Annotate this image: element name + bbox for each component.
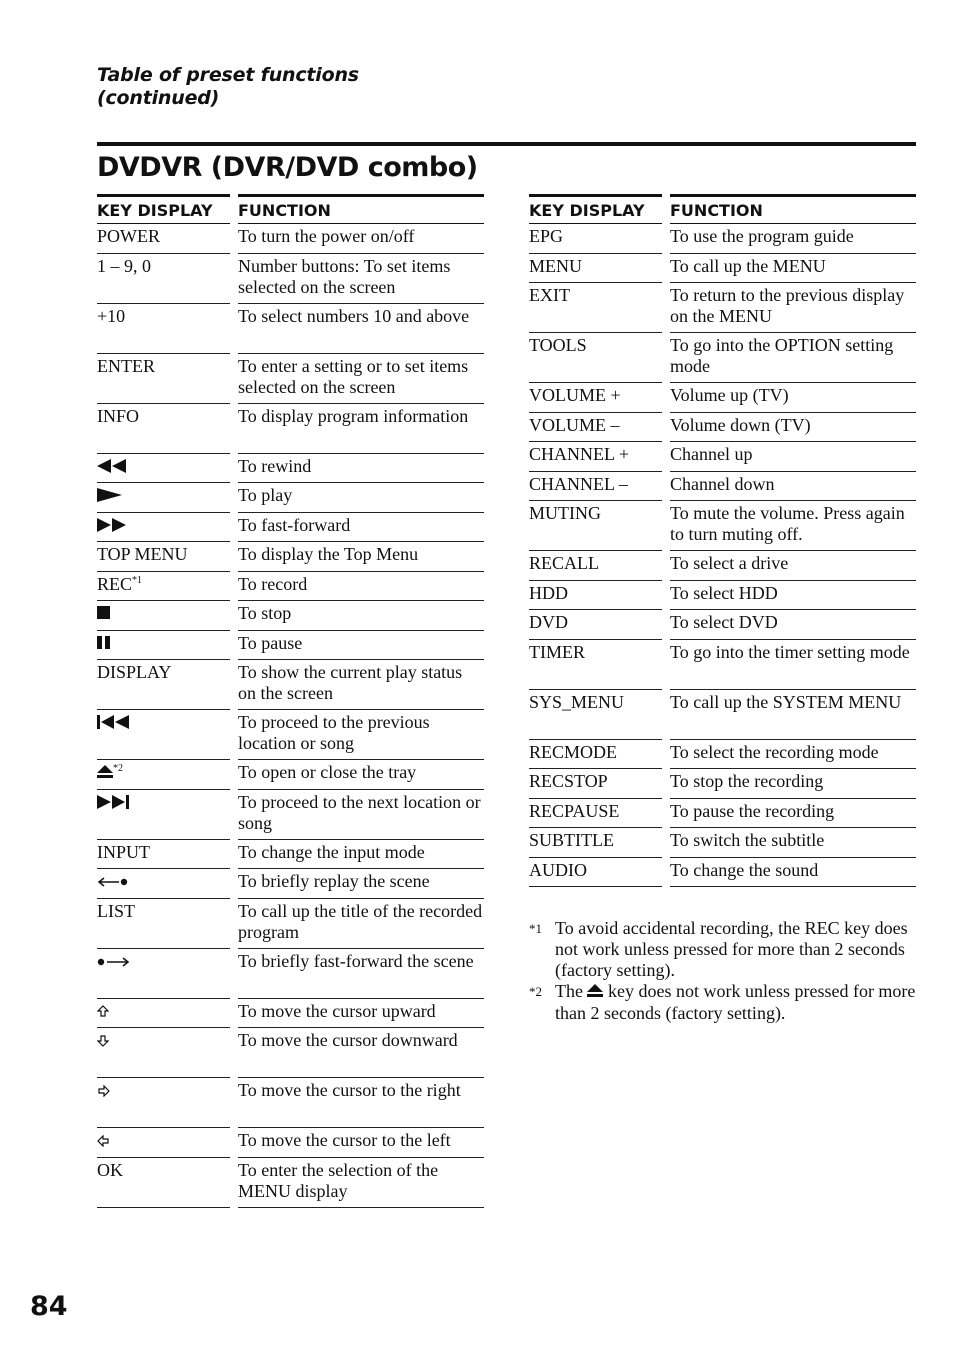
table-row — [529, 333, 916, 383]
pause-icon — [97, 634, 111, 655]
rewind-icon — [97, 457, 127, 478]
key-display-cell — [97, 710, 230, 760]
table-row — [97, 354, 484, 404]
table-row — [529, 472, 916, 502]
key-display-cell — [97, 224, 230, 254]
key-display-cell — [97, 454, 230, 484]
key-label: VOLUME + — [529, 385, 621, 405]
key-display-cell — [97, 1128, 230, 1158]
key-label: RECSTOP — [529, 771, 608, 791]
key-label: RECALL — [529, 553, 599, 573]
key-label: MUTING — [529, 503, 601, 523]
function-cell: To call up the title of the recorded program — [238, 899, 484, 949]
key-display-cell — [529, 690, 662, 740]
key-label: INPUT — [97, 841, 150, 862]
function-cell: To move the cursor downward — [238, 1028, 484, 1078]
table-row — [529, 442, 916, 472]
key-label: POWER — [97, 226, 160, 246]
key-label: ENTER — [97, 355, 155, 376]
key-display-cell — [97, 1078, 230, 1128]
key-display-cell — [529, 333, 662, 383]
table-header-row — [529, 194, 916, 224]
key-display-cell — [97, 354, 230, 404]
function-cell: To play — [238, 483, 484, 513]
table-row — [97, 949, 484, 999]
key-display-cell — [97, 760, 230, 790]
table-row — [529, 799, 916, 829]
key-display-cell — [97, 899, 230, 949]
key-display-cell — [529, 740, 662, 770]
table-row — [529, 690, 916, 740]
left-function-table — [97, 194, 484, 1208]
table-row — [97, 999, 484, 1029]
footnote — [529, 918, 919, 981]
key-display-cell — [529, 610, 662, 640]
table-row — [529, 581, 916, 611]
table-row — [97, 1128, 484, 1158]
function-cell: To proceed to the previous location or song — [238, 710, 484, 760]
function-cell: To go into the timer setting mode — [670, 640, 916, 690]
function-cell: To change the input mode — [238, 840, 484, 870]
key-display-cell — [529, 551, 662, 581]
key-label: DVD — [529, 612, 568, 632]
footnote-text — [555, 918, 919, 981]
title-rule — [97, 142, 916, 146]
function-cell: To call up the MENU — [670, 254, 916, 284]
key-label: RECPAUSE — [529, 800, 620, 821]
table-row — [97, 601, 484, 631]
key-label: OK — [97, 1159, 123, 1180]
function-cell: To stop the recording — [670, 769, 916, 799]
key-label: AUDIO — [529, 859, 587, 880]
table-row — [97, 454, 484, 484]
footnote-text-part: The — [555, 981, 583, 1001]
table-row — [97, 840, 484, 870]
key-display-cell — [97, 513, 230, 543]
function-cell: Volume up (TV) — [670, 383, 916, 413]
table-row — [97, 760, 484, 790]
function-cell: To go into the OPTION setting mode — [670, 333, 916, 383]
table-row — [97, 513, 484, 543]
function-cell: To switch the subtitle — [670, 828, 916, 858]
table-row — [97, 1158, 484, 1208]
key-display-cell — [97, 483, 230, 513]
function-cell: To move the cursor upward — [238, 999, 484, 1029]
function-cell: To select DVD — [670, 610, 916, 640]
function-cell: To stop — [238, 601, 484, 631]
table-header-row — [97, 194, 484, 224]
key-display-cell — [529, 472, 662, 502]
eject-icon — [587, 982, 603, 1003]
table-row — [97, 869, 484, 899]
key-label: 1 – 9, 0 — [97, 255, 151, 276]
key-label: TIMER — [529, 641, 585, 662]
footnote-marker: *1 — [132, 574, 143, 586]
footnote-text-part: To avoid accidental recording, the REC key does not work unless pressed for more than 2 seconds (factory setting). — [555, 918, 908, 980]
function-cell: To call up the SYSTEM MENU — [670, 690, 916, 740]
key-display-header: KEY DISPLAY — [97, 194, 230, 224]
key-display-cell — [97, 404, 230, 454]
arrow-right-icon — [97, 1081, 110, 1102]
table-row — [529, 858, 916, 888]
section-subtitle — [97, 64, 497, 110]
function-cell: Number buttons: To set items selected on the screen — [238, 254, 484, 304]
key-display-cell — [97, 254, 230, 304]
key-display-cell — [529, 413, 662, 443]
function-cell: To open or close the tray — [238, 760, 484, 790]
key-display-cell — [529, 383, 662, 413]
function-cell: Channel down — [670, 472, 916, 502]
key-display-cell — [97, 542, 230, 572]
function-cell: To fast-forward — [238, 513, 484, 543]
key-label: TOOLS — [529, 335, 587, 355]
key-display-cell — [97, 631, 230, 661]
key-display-cell — [97, 572, 230, 602]
key-label: CHANNEL – — [529, 473, 628, 494]
function-cell: To rewind — [238, 454, 484, 484]
key-display-cell — [97, 660, 230, 710]
subtitle-line-1: Table of preset functions — [97, 64, 359, 86]
key-display-cell — [97, 869, 230, 899]
key-label: SYS_MENU — [529, 691, 625, 712]
play-icon — [97, 486, 123, 507]
function-cell: To briefly fast-forward the scene — [238, 949, 484, 999]
page-number: 84 — [30, 1291, 68, 1322]
footnotes — [529, 918, 919, 1024]
stop-icon — [97, 604, 111, 625]
key-display-cell — [97, 1028, 230, 1078]
key-label: TOP MENU — [97, 544, 188, 564]
key-label: VOLUME – — [529, 414, 620, 435]
key-display-cell — [529, 799, 662, 829]
key-display-cell — [97, 601, 230, 631]
key-display-cell — [529, 224, 662, 254]
key-label: INFO — [97, 405, 140, 426]
table-row — [529, 828, 916, 858]
key-label: CHANNEL + — [529, 444, 629, 464]
table-row — [97, 660, 484, 710]
footnote-mark: *2 — [529, 984, 542, 999]
footnote-mark: *1 — [529, 921, 542, 936]
key-display-cell — [529, 283, 662, 333]
function-cell: To show the current play status on the screen — [238, 660, 484, 710]
function-cell: To select a drive — [670, 551, 916, 581]
function-cell: To mute the volume. Press again to turn muting off. — [670, 501, 916, 551]
page-title: DVDVR (DVR/DVD combo) — [97, 152, 478, 183]
table-row — [97, 254, 484, 304]
table-row — [529, 283, 916, 333]
function-cell: To briefly replay the scene — [238, 869, 484, 899]
function-cell: To select the recording mode — [670, 740, 916, 770]
right-function-table — [529, 194, 916, 887]
table-row — [529, 224, 916, 254]
footnote-marker: *2 — [113, 763, 123, 774]
subtitle-line-2: (continued) — [97, 87, 220, 109]
footnote-text — [555, 981, 919, 1024]
key-display-cell — [97, 1158, 230, 1208]
key-display-cell — [97, 999, 230, 1029]
function-cell: To return to the previous display on the MENU — [670, 283, 916, 333]
table-row — [529, 610, 916, 640]
function-cell: To select numbers 10 and above — [238, 304, 484, 354]
key-label: +10 — [97, 305, 126, 326]
key-label: EPG — [529, 226, 564, 246]
table-row — [529, 413, 916, 443]
key-display-cell — [529, 640, 662, 690]
advance-icon — [97, 952, 131, 973]
function-cell: Channel up — [670, 442, 916, 472]
key-display-cell — [529, 828, 662, 858]
key-label: SUBTITLE — [529, 830, 614, 850]
previous-icon — [97, 713, 131, 734]
function-cell: To select HDD — [670, 581, 916, 611]
table-row — [97, 483, 484, 513]
key-display-cell — [97, 790, 230, 840]
arrow-down-icon — [97, 1031, 109, 1052]
eject-icon — [97, 763, 113, 784]
key-label: RECMODE — [529, 741, 618, 762]
next-icon — [97, 793, 131, 814]
function-cell: To display program information — [238, 404, 484, 454]
table-row — [97, 1028, 484, 1078]
table-row — [529, 501, 916, 551]
key-display-cell — [97, 840, 230, 870]
function-header: FUNCTION — [670, 194, 916, 224]
function-cell: To enter a setting or to set items selected on the screen — [238, 354, 484, 404]
table-row — [97, 404, 484, 454]
table-row — [97, 790, 484, 840]
key-display-header: KEY DISPLAY — [529, 194, 662, 224]
table-row — [97, 710, 484, 760]
key-display-cell — [529, 858, 662, 888]
key-display-cell — [529, 581, 662, 611]
table-row — [97, 572, 484, 602]
key-label: REC — [97, 573, 133, 594]
arrow-up-icon — [97, 1002, 109, 1023]
table-row — [97, 304, 484, 354]
table-row — [97, 224, 484, 254]
table-row — [529, 383, 916, 413]
key-display-cell — [97, 304, 230, 354]
function-cell: To use the program guide — [670, 224, 916, 254]
key-label: LIST — [97, 900, 135, 921]
table-row — [529, 640, 916, 690]
table-row — [529, 551, 916, 581]
function-cell: To change the sound — [670, 858, 916, 888]
key-display-cell — [529, 769, 662, 799]
table-row — [529, 740, 916, 770]
fast-forward-icon — [97, 516, 127, 537]
table-row — [97, 899, 484, 949]
key-label: HDD — [529, 582, 568, 603]
function-cell: To pause the recording — [670, 799, 916, 829]
function-cell: To proceed to the next location or song — [238, 790, 484, 840]
function-cell: To enter the selection of the MENU display — [238, 1158, 484, 1208]
key-display-cell — [97, 949, 230, 999]
footnote — [529, 981, 919, 1024]
function-header: FUNCTION — [238, 194, 484, 224]
function-cell: To display the Top Menu — [238, 542, 484, 572]
table-row — [529, 769, 916, 799]
footnote-text-part: key does not work unless pressed for more than 2 seconds (factory setting). — [555, 981, 916, 1024]
key-display-cell — [529, 254, 662, 284]
key-label: MENU — [529, 255, 582, 276]
table-row — [97, 1078, 484, 1128]
table-row — [529, 254, 916, 284]
table-row — [97, 631, 484, 661]
key-label: EXIT — [529, 285, 570, 305]
table-row — [97, 542, 484, 572]
key-display-cell — [529, 442, 662, 472]
arrow-left-icon — [97, 1131, 110, 1152]
function-cell: To move the cursor to the left — [238, 1128, 484, 1158]
replay-icon — [97, 872, 129, 893]
function-cell: To move the cursor to the right — [238, 1078, 484, 1128]
function-cell: Volume down (TV) — [670, 413, 916, 443]
function-cell: To record — [238, 572, 484, 602]
key-label: DISPLAY — [97, 662, 172, 682]
function-cell: To turn the power on/off — [238, 224, 484, 254]
function-cell: To pause — [238, 631, 484, 661]
key-display-cell — [529, 501, 662, 551]
